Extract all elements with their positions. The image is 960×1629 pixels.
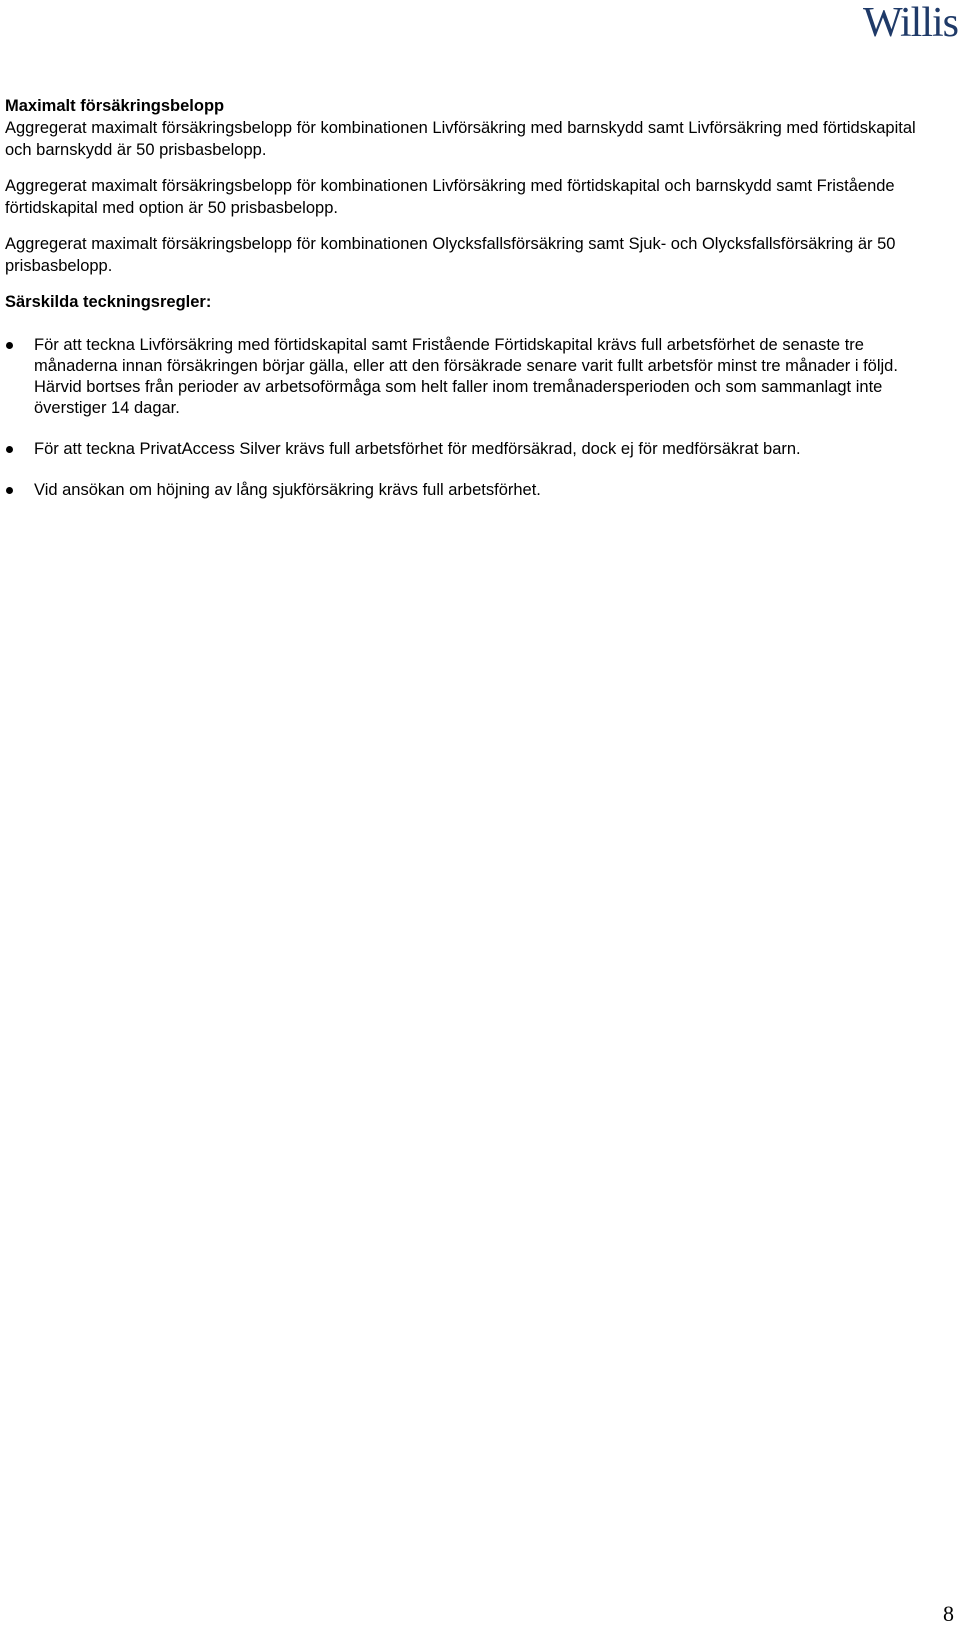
subheading: Särskilda teckningsregler: <box>5 293 212 311</box>
paragraph: Aggregerat maximalt försäkringsbelopp för kombinationen Livförsäkring med förtidskapital och barnskydd samt Fristående förtidskapital med option är 50 prisbasbelopp. <box>5 177 895 217</box>
list-item-text: Vid ansökan om höjning av lång sjukförsäkring krävs full arbetsförhet. <box>34 481 541 499</box>
list-item-text: För att teckna PrivatAccess Silver krävs full arbetsförhet för medförsäkrad, dock ej för medförsäkrat barn. <box>34 440 801 458</box>
bullet-icon <box>6 487 13 494</box>
bullet-icon <box>6 342 13 349</box>
bullet-list <box>5 335 945 501</box>
paragraph: Aggregerat maximalt försäkringsbelopp för kombinationen Livförsäkring med barnskydd samt Livförsäkring med förtidskapital och barnskydd är 50 prisbasbelopp. <box>5 119 916 159</box>
document-body <box>5 95 945 521</box>
bullet-icon <box>6 446 13 453</box>
list-item <box>5 439 945 460</box>
paragraph: Aggregerat maximalt försäkringsbelopp för kombinationen Olycksfallsförsäkring samt Sjuk- och Olycksfallsförsäkring är 50 prisbasbelopp. <box>5 235 896 275</box>
page-number: 8 <box>943 1601 954 1626</box>
list-item <box>5 480 945 501</box>
willis-logo: Willis <box>863 0 958 46</box>
list-item-text: För att teckna Livförsäkring med förtidskapital samt Fristående Förtidskapital krävs full arbetsförhet de senaste tre månaderna innan försäkringen börjar gälla, eller att den försäkrade senare varit fullt arbetsför minst tre månader i följd. Härvid bortses från perioder av arbetsoförmåga som helt faller inom tremånadersperioden och som sammanlagt inte överstiger 14 dagar. <box>34 336 898 417</box>
section-heading: Maximalt försäkringsbelopp <box>5 97 225 115</box>
list-item <box>5 335 945 419</box>
